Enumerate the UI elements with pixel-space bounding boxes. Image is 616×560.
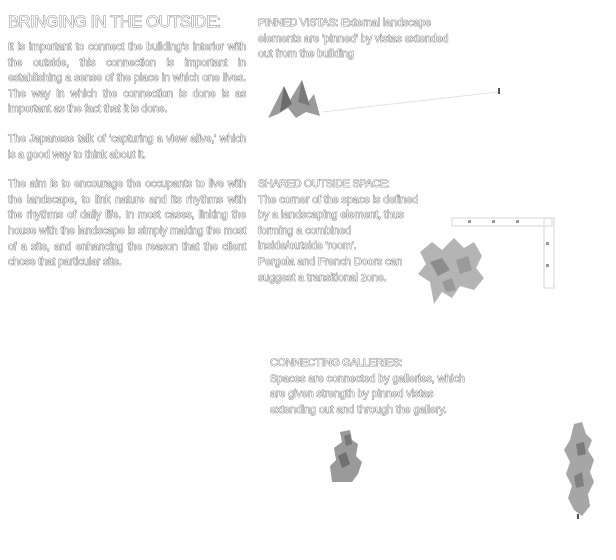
intro-paragraph-2: The Japanese talk of 'capturing a view alive,' which is a good way to think about it.: [8, 132, 246, 161]
bush-sketch-icon: [560, 420, 600, 520]
intro-paragraph-1: It is important to connect the building's interior with the outside, this connection is important in establishing a sense of the place in which one lives. The way in which the connection is done is as important as the fact that it is done.: [8, 41, 246, 116]
gallery-hedge-sketch-icon: [326, 426, 366, 484]
shared-space-body: The corner of the space is defined by a landscaping element, thus forming a combined inside/outside 'room'.: [258, 193, 418, 253]
shared-space-heading: SHARED OUTSIDE SPACE:: [258, 178, 390, 190]
pinned-vistas-text: [258, 16, 458, 63]
pinned-vistas-section: [258, 16, 458, 63]
corner-landscape-plan-sketch-icon: [412, 212, 562, 330]
vista-tree-sketch-icon: [262, 72, 507, 124]
connecting-galleries-heading: CONNECTING GALLERIES:: [270, 357, 403, 369]
intro-column: [8, 40, 246, 271]
connecting-galleries-section: [270, 356, 470, 418]
pinned-vistas-body: External landscape elements are 'pinned' by vistas extended out from the building: [258, 17, 449, 61]
intro-paragraph-3: The aim is to encourage the occupants to live with the landscape, to link nature and its rhythms with the rhythms of daily life. In most cases, linking the house with the landscape is simply making the most of a site, and enhancing the reason that the client chose that particular site.: [8, 178, 246, 269]
connecting-galleries-body: Spaces are connected by galleries, which are given strength by pinned vistas extending out and through the gallery.: [270, 372, 465, 416]
shared-space-body-2: Pergola and French Doors can suggest a transitional zone.: [258, 255, 403, 284]
shared-outside-space-section: [258, 177, 418, 286]
page-title: BRINGING IN THE OUTSIDE:: [8, 13, 221, 31]
pinned-vistas-heading: PINNED VISTAS:: [258, 17, 339, 29]
